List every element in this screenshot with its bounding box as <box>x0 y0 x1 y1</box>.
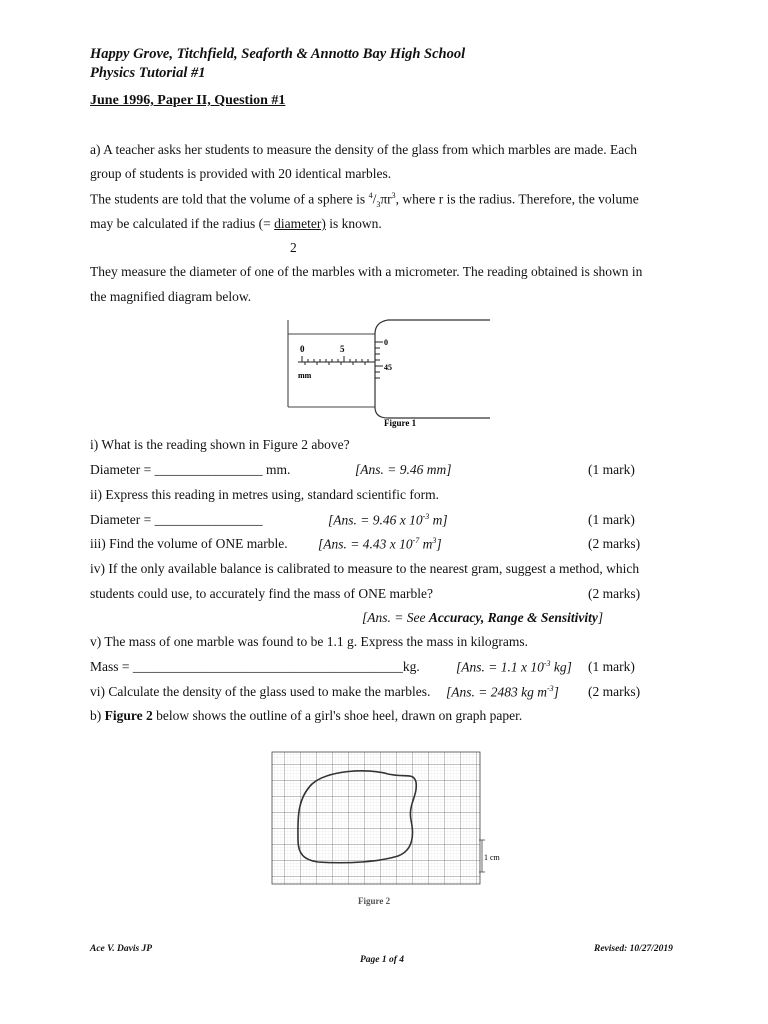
radius-denominator: 2 <box>290 240 297 255</box>
footer-author: Ace V. Davis JP <box>90 944 153 954</box>
part-a-intro-line2: group of students is provided with 20 identical marbles. <box>90 166 392 181</box>
micrometer-figure <box>280 312 500 432</box>
question-v-given-answer: [Ans. = 1.1 x $10^{-3}$ kg] <box>456 659 572 675</box>
question-i-text: i) What is the reading shown in Figure 2 above? <box>90 437 350 452</box>
question-iv-given-answer: [Ans. = See Accuracy, Range & Sensitivity] <box>362 610 604 625</box>
question-ii-marks: (1 mark) <box>588 512 635 527</box>
mass-kg-blank[interactable]: ________________________________________ <box>132 659 403 674</box>
thimble-label-45: 45 <box>384 363 392 372</box>
school-name: Happy Grove, Titchfield, Seaforth & Annotto Bay High School <box>90 46 466 62</box>
thimble-label-0: 0 <box>384 338 388 347</box>
question-iv-marks: (2 marks) <box>588 586 641 601</box>
question-i-marks: (1 mark) <box>588 462 635 477</box>
radius-line: may be calculated if the radius (= diameter) is known. <box>90 216 382 231</box>
sleeve-scale-ticks <box>302 356 368 365</box>
part-a-intro-line1: a) A teacher asks her students to measure the density of the glass from which marbles are made. Each <box>90 142 637 157</box>
question-vi-text: vi) Calculate the density of the glass used to make the marbles. <box>90 684 431 699</box>
figure1-caption: Figure 1 <box>384 418 417 428</box>
diameter-mm-blank[interactable]: ________________ <box>154 462 263 477</box>
thimble-scale-ticks <box>375 342 383 378</box>
question-iii-text: iii) Find the volume of ONE marble. <box>90 536 288 551</box>
question-vi-given-answer: [Ans. = 2483 kg $m^{-3}$] <box>446 684 559 700</box>
question-ii-given-answer: [Ans. = 9.46 x $10^{-3}$ m] <box>328 512 448 528</box>
thimble-outline <box>375 320 490 418</box>
tutorial-title: Physics Tutorial #1 <box>90 65 206 81</box>
sleeve-label-0: 0 <box>300 344 305 354</box>
question-i-answer-line: Diameter = ________________ mm. <box>90 462 291 477</box>
question-v-answer-line: Mass = ________________________________________kg. <box>90 659 420 674</box>
unit-label: mm <box>298 371 312 380</box>
question-vi-marks: (2 marks) <box>588 684 641 699</box>
footer-page: Page 1 of 4 <box>360 955 405 965</box>
question-iv-text-line2: students could use, to accurately find the mass of ONE marble? <box>90 586 434 601</box>
question-iii-given-answer: [Ans. = 4.43 x $10^{-7}$ $m^3$] <box>318 536 442 552</box>
footer-revised: Revised: 10/27/2019 <box>594 944 673 954</box>
question-iii-marks: (2 marks) <box>588 536 641 551</box>
part-b-text: b) Figure 2 below shows the outline of a girl's shoe heel, drawn on graph paper. <box>90 708 523 723</box>
question-ii-answer-line: Diameter = ________________ <box>90 512 263 527</box>
question-reference: June 1996, Paper II, Question #1 <box>90 93 286 108</box>
figure2-caption: Figure 2 <box>358 896 391 906</box>
diameter-m-blank[interactable]: ________________ <box>154 512 263 527</box>
measure-line2: the magnified diagram below. <box>90 289 252 304</box>
scale-label: 1 cm <box>484 853 500 862</box>
volume-formula-line: The students are told that the volume of a sphere is $^4/_3\pi r^3$, where r is the radius. Therefore, the volume <box>90 191 639 210</box>
question-iv-text-line1: iv) If the only available balance is calibrated to measure to the nearest gram, suggest a method, which <box>90 561 640 576</box>
question-v-text: v) The mass of one marble was found to be 1.1 g. Express the mass in kilograms. <box>90 634 529 649</box>
question-i-given-answer: [Ans. = 9.46 mm] <box>355 462 452 477</box>
measure-line1: They measure the diameter of one of the marbles with a micrometer. The reading obtained is shown in <box>90 264 643 279</box>
sleeve-label-5: 5 <box>340 344 345 354</box>
question-v-marks: (1 mark) <box>588 659 635 674</box>
question-ii-text: ii) Express this reading in metres using, standard scientific form. <box>90 487 440 502</box>
graph-paper-figure <box>268 748 508 908</box>
